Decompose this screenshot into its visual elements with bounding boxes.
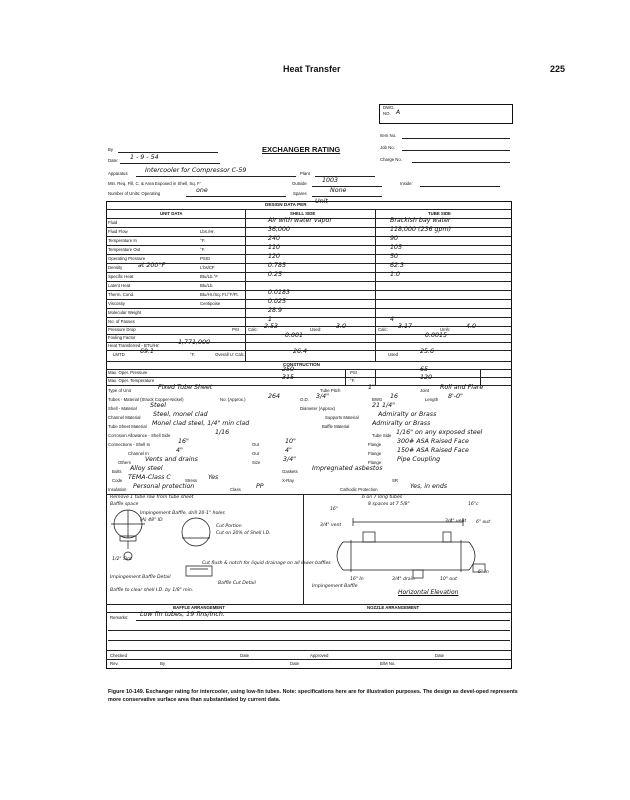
baffle-note-5: Cut Portion bbox=[216, 524, 242, 529]
supports-label: Supports Material bbox=[325, 415, 359, 420]
row-line-mp bbox=[106, 377, 511, 378]
design-row-shell-value: 110 bbox=[268, 244, 281, 251]
design-row-unit: PSIG bbox=[200, 256, 211, 261]
lmtd-value: 69.1 bbox=[140, 348, 155, 355]
design-row-line bbox=[106, 263, 511, 264]
design-row-line bbox=[106, 236, 511, 237]
max-press-label: Max. Oper. Pressure bbox=[108, 370, 148, 375]
channel-in-label: Channel In bbox=[128, 451, 149, 456]
date-value: 1 - 9 - 54 bbox=[130, 154, 159, 161]
design-row-unit: Btu/Lb. bbox=[200, 283, 214, 288]
od-label: O.D. bbox=[300, 397, 309, 402]
plant-label: Plant bbox=[300, 171, 310, 176]
signoff-mid-line bbox=[106, 659, 511, 660]
max-temp-label: Max. Oper. Temperature bbox=[108, 378, 155, 383]
fouling-tube: 0.0015 bbox=[425, 332, 448, 339]
max-press-shell: 250 bbox=[282, 366, 295, 373]
length-value: 8'-0" bbox=[448, 393, 463, 400]
tube-calc-value: 3.17 bbox=[398, 323, 413, 330]
design-row-shell-value: 240 bbox=[268, 235, 281, 242]
tubesheet-value: Monel clad steel, 1/4" min clad bbox=[152, 420, 250, 427]
design-header-line bbox=[106, 209, 511, 210]
caption-text: Exchanger rating for intercooler, using low-fin tubes. Note: specifications here are for illustration purposes. The design as devel-oped represents more conservative surface area than substantiated by current data. bbox=[108, 689, 518, 704]
nozzle-arrangement-label: NOZZLE ARRANGEMENT bbox=[367, 605, 420, 610]
baffle-mat-label: Baffle Material bbox=[322, 424, 350, 429]
charge-no-line bbox=[412, 162, 510, 163]
design-row-line bbox=[106, 281, 511, 282]
num-units-value: one bbox=[196, 187, 208, 194]
date-label-3: Date bbox=[290, 661, 300, 666]
conn-shell-out-label: Out bbox=[252, 442, 259, 447]
approved-label: Approved bbox=[310, 653, 329, 658]
design-row-tube-value: Brackish bay water bbox=[390, 217, 451, 224]
xray-label: X-Ray bbox=[282, 478, 294, 483]
by-label-2: By bbox=[160, 661, 166, 666]
design-row-unit: °F. bbox=[200, 238, 206, 243]
design-row-label: Density bbox=[108, 265, 123, 270]
row-line-pd bbox=[106, 334, 511, 335]
code-label: Code bbox=[112, 478, 123, 483]
book-title: Heat Transfer bbox=[283, 64, 341, 74]
pressure-drop-unit: PSI bbox=[232, 327, 239, 332]
channel-out-label: Out bbox=[252, 451, 259, 456]
max-temp-unit: °F. bbox=[350, 378, 356, 383]
design-row-unit: Btu/Lb.°F bbox=[200, 274, 218, 279]
design-row-label: Temperature In bbox=[108, 238, 137, 243]
by-label: By bbox=[108, 147, 114, 152]
design-row-line bbox=[106, 245, 511, 246]
design-row-line bbox=[106, 290, 511, 291]
design-row-label: Fluid bbox=[108, 220, 118, 225]
row-line-ff bbox=[106, 342, 511, 343]
joint-value: Roll and Flare bbox=[440, 384, 484, 391]
baffle-note-3: Impingement Baffle, drill 20-1" holes bbox=[140, 511, 225, 516]
fouling-label: Fouling Factor bbox=[108, 335, 136, 340]
design-row-shell-value: 0.0183 bbox=[268, 289, 291, 296]
shell-material-label: Shell - Material bbox=[108, 406, 137, 411]
row-line-heat bbox=[106, 350, 511, 351]
date-label-2: Date bbox=[435, 653, 445, 658]
signoff-top-line bbox=[106, 650, 511, 651]
charge-no-label: Charge No. bbox=[380, 157, 402, 162]
size-value: 3/4" bbox=[283, 456, 297, 463]
job-no-label: Job No. bbox=[380, 145, 395, 150]
used-u-label: Used bbox=[388, 352, 399, 357]
construction-divider-3 bbox=[480, 369, 481, 385]
dwg-label: DWG. bbox=[383, 105, 395, 110]
stress-label: Stress bbox=[185, 478, 198, 483]
baffle-note-6: Cut on 20% of Shell I.D. bbox=[216, 531, 271, 536]
item-no-label: Item No. bbox=[380, 133, 397, 138]
gaskets-label: Gaskets bbox=[282, 469, 298, 474]
rev-label: Rev. bbox=[110, 661, 119, 666]
insulation-value: Personal protection bbox=[133, 483, 195, 490]
design-row-shell-value: 120 bbox=[268, 253, 281, 260]
channel-value: Steel, monel clad bbox=[153, 411, 208, 418]
shell-calc-label: Calc: bbox=[248, 327, 258, 332]
col-shell-side: SHELL SIDE bbox=[290, 211, 316, 216]
class-label: Class bbox=[230, 487, 241, 492]
od-value: 3/4" bbox=[316, 393, 330, 400]
design-row-unit: °F. bbox=[200, 247, 206, 252]
design-row-shell-value: 1 bbox=[268, 316, 273, 323]
date-label: Date: bbox=[108, 158, 119, 163]
fouling-shell: 0.001 bbox=[285, 332, 304, 339]
design-row-shell-value: 36,000 bbox=[268, 226, 291, 233]
stress-value: Yes bbox=[208, 474, 219, 481]
col-divider-1 bbox=[245, 209, 246, 362]
design-row-label: No. of Passes bbox=[108, 319, 135, 324]
design-row-unit: Centipoise bbox=[200, 301, 221, 306]
design-row-label: Temperature Out bbox=[108, 247, 141, 252]
tubes-no-value: 264 bbox=[268, 393, 281, 400]
flange-2-label: Flange bbox=[368, 451, 382, 456]
design-row-tube-value: 118,000 (236 gpm) bbox=[390, 226, 452, 233]
shell-material-value: Steel bbox=[150, 402, 166, 409]
design-row-unit: L'bs/CF bbox=[200, 265, 215, 270]
flange-1-value: 300# ASA Raised Face bbox=[397, 438, 469, 445]
nozzle-note-5: 3/4" vent bbox=[320, 523, 342, 528]
baffle-note-10: Cut flush & notch for liquid drainage on all lower baffles bbox=[202, 561, 331, 566]
design-row-line bbox=[106, 272, 511, 273]
nozzle-note-4: 16"c bbox=[468, 502, 479, 507]
checked-label: Checked bbox=[110, 653, 127, 658]
supports-value: Admiralty or Brass bbox=[378, 411, 437, 418]
tube-used-value: 4.0 bbox=[466, 323, 477, 330]
spares-line bbox=[312, 196, 382, 197]
apparatus-value: Intercooler for Compressor C-59 bbox=[145, 167, 247, 174]
baffle-mat-value: Admiralty or Brass bbox=[372, 420, 431, 427]
design-row-unit: Btu/Hr./Sq. Ft./°F/Ft. bbox=[200, 292, 239, 297]
figure-caption bbox=[108, 688, 523, 704]
construction-divider-1 bbox=[345, 369, 346, 385]
channel-in-value: 4" bbox=[176, 447, 183, 454]
flange-2-value: 150# ASA Raised Face bbox=[397, 447, 469, 454]
baffle-note-8: Impingement Baffle Detail bbox=[110, 575, 171, 580]
tubesheet-label: Tube Sheet Material bbox=[108, 424, 147, 429]
design-row-line bbox=[106, 326, 511, 327]
nozzle-note-10: 10" out bbox=[440, 577, 457, 582]
insulation-label: Insulation bbox=[108, 487, 127, 492]
others-label: Others bbox=[118, 460, 131, 465]
tubeside-label: Tube Side bbox=[372, 433, 392, 438]
apparatus-label: Apparatus bbox=[108, 171, 128, 176]
nozzle-note-13: Horizontal Elevation bbox=[398, 589, 459, 596]
baffle-cut-circle bbox=[182, 518, 210, 546]
num-units-line bbox=[186, 196, 286, 197]
bm-no-label: B/M No. bbox=[380, 661, 396, 666]
flange-1-label: Flange bbox=[368, 442, 382, 447]
nozzle-note-11: 6" In bbox=[478, 570, 489, 575]
diameter-value: 21 1/4" bbox=[372, 402, 396, 409]
design-row-unit: Lbs./Hr. bbox=[200, 229, 215, 234]
sr-label: SR bbox=[392, 478, 398, 483]
design-row-handnote: at 200°F bbox=[138, 262, 166, 269]
baffle-note-7: 1/2" Slot bbox=[112, 557, 132, 562]
bolts-value: Alloy steel bbox=[130, 465, 163, 472]
sketch-bottom-line bbox=[106, 604, 511, 605]
inside-line bbox=[420, 186, 500, 187]
design-row-shell-value: 28.9 bbox=[268, 307, 283, 314]
nozzle-note-12: Impingement Baffle bbox=[312, 584, 358, 589]
design-row-label: Molecular Weight bbox=[108, 310, 142, 315]
tubeside-value: 1/16" on any exposed steel bbox=[396, 429, 483, 436]
remarks-line-1 bbox=[136, 620, 510, 621]
nozzle-note-2: 8 spaces at 7 5/8" bbox=[368, 502, 410, 507]
tubes-label: Tubes - Material (Struck Copper-Nickel) bbox=[108, 397, 184, 402]
conn-shell-in: 16" bbox=[178, 438, 189, 445]
remarks-line-3 bbox=[108, 640, 510, 641]
shell-calc-value: 2.53 bbox=[264, 323, 279, 330]
nozzle-note-9: 3/4" drain bbox=[392, 577, 415, 582]
design-row-label: Latent Heat bbox=[108, 283, 131, 288]
tube-used-label: Umh: bbox=[440, 327, 451, 332]
baffle-note-1: Remove 1 tube row from tube sheet bbox=[110, 495, 194, 500]
baffle-arrangement-label: BAFFLE ARRANGEMENT bbox=[173, 605, 225, 610]
col-divider-2 bbox=[375, 209, 376, 362]
date-line bbox=[120, 163, 220, 164]
corrosion-value: 1/16 bbox=[215, 429, 230, 436]
construction-divider-2 bbox=[375, 369, 376, 385]
construction-header-line bbox=[106, 369, 511, 370]
max-press-unit: PSI bbox=[350, 370, 357, 375]
design-row-line bbox=[106, 299, 511, 300]
item-no-line bbox=[402, 138, 510, 139]
cathodic-value: Yes, in ends bbox=[410, 483, 448, 490]
num-units-label: Number of Units: Operating bbox=[108, 191, 161, 196]
baffle-note-11: Baffle Cut Detail bbox=[218, 581, 256, 586]
nozzle-note-3: 16" bbox=[330, 507, 338, 512]
flange-3-label: Flange bbox=[368, 460, 382, 465]
nozzle-note-7: 6" out bbox=[476, 520, 491, 525]
lmtd-label: LMTD bbox=[113, 352, 125, 357]
conn-shell-label: Connections - Shell In bbox=[108, 442, 151, 447]
design-row-label: Fluid Flow bbox=[108, 229, 128, 234]
spares-label: Spares bbox=[293, 191, 307, 196]
caption-label: Figure 10-149. bbox=[108, 689, 145, 695]
design-row-label: Operating Pressure bbox=[108, 256, 146, 261]
flange-3-value: Pipe Coupling bbox=[397, 456, 441, 463]
design-row-tube-value: 62.3 bbox=[390, 262, 405, 269]
design-row-label: Viscosity bbox=[108, 301, 125, 306]
length-label: Length bbox=[425, 397, 439, 402]
construction-title: CONSTRUCTION bbox=[283, 362, 321, 367]
design-row-tube-value: 90 bbox=[390, 235, 399, 242]
cathodic-label: Cathodic Protection bbox=[340, 487, 378, 492]
design-row-label: Specific Heat bbox=[108, 274, 134, 279]
design-row-shell-value: 0.785 bbox=[268, 262, 287, 269]
form-title: EXCHANGER RATING bbox=[262, 145, 341, 154]
design-row-line bbox=[106, 254, 511, 255]
corrosion-label: Corrosion Allowance - Shell Side bbox=[108, 433, 171, 438]
design-data-title: DESIGN DATA PER bbox=[265, 202, 307, 207]
size-label: Size bbox=[252, 460, 261, 465]
diameter-label: Diameter (Approx) bbox=[300, 406, 336, 411]
pressure-drop-label: Pressure Drop bbox=[108, 327, 136, 332]
joint-label: Joint bbox=[420, 388, 430, 393]
heat-label: Heat Transferred - BTU/Hr: bbox=[108, 343, 160, 348]
page-number: 225 bbox=[550, 64, 566, 74]
gaskets-value: Impregnated asbestos bbox=[312, 465, 383, 472]
remarks-line-2 bbox=[108, 630, 510, 631]
nozzle-note-6: 3/4" vent bbox=[445, 519, 467, 524]
col-unit-data: UNIT DATA bbox=[160, 211, 183, 216]
design-row-line bbox=[106, 308, 511, 309]
design-row-tube-value: 1.0 bbox=[390, 271, 401, 278]
max-temp-shell: 315 bbox=[282, 374, 295, 381]
design-row-tube-value: 105 bbox=[390, 244, 403, 251]
spares-value: None bbox=[330, 187, 347, 194]
nozzle-note-1: 6 on 7 long tubes bbox=[362, 495, 403, 500]
others-value: Vents and drains bbox=[145, 456, 198, 463]
shell-used-label: Used: bbox=[310, 327, 322, 332]
class-value: PP bbox=[256, 483, 264, 490]
design-row-shell-value: Air with water vapor bbox=[268, 217, 332, 224]
type-label: Type of Unit bbox=[108, 388, 131, 393]
min-req-label: Min. Req. Fill, C. & Area Exposed in Shell, Sq. F' bbox=[108, 181, 201, 186]
remarks-label: Remarks: bbox=[110, 615, 129, 620]
channel-out-value: 4" bbox=[285, 447, 292, 454]
type-value: Fixed Tube Sheet bbox=[158, 384, 213, 391]
outside-value: 1003 bbox=[322, 177, 339, 184]
channel-label: Channel Material bbox=[108, 415, 141, 420]
baffle-note-4: (A) 48" ID bbox=[140, 518, 163, 523]
dwg-value: A bbox=[396, 109, 401, 116]
overall-u-value: 26.4 bbox=[293, 348, 308, 355]
design-row-shell-value: 0.025 bbox=[268, 298, 287, 305]
shell-used-value: 3.0 bbox=[336, 323, 347, 330]
max-temp-tube: 120 bbox=[420, 374, 433, 381]
tube-calc-label: Calc: bbox=[378, 327, 388, 332]
design-row-tube-value: 4 bbox=[390, 316, 395, 323]
baffle-note-9: Baffle to clear shell I.D. by 1/8" min. bbox=[110, 588, 194, 593]
design-row-shell-value: 0.25 bbox=[268, 271, 283, 278]
job-no-line bbox=[402, 150, 510, 151]
remarks-value: Low fin tubes, 19 fins/inch. bbox=[140, 611, 225, 618]
bwg-value: 16 bbox=[390, 393, 399, 400]
conn-shell-out: 10" bbox=[285, 438, 296, 445]
design-row-label: Therm. Cond. bbox=[108, 292, 135, 297]
design-row-tube-value: 50 bbox=[390, 253, 399, 260]
col-tube-side: TUBE SIDE bbox=[428, 211, 451, 216]
lmtd-unit: °F. bbox=[190, 352, 196, 357]
design-data-title-value: Unit bbox=[315, 198, 328, 205]
overall-u-label: Overall U: Calc. bbox=[215, 352, 246, 357]
used-u-value: 25.6 bbox=[420, 348, 435, 355]
outside-line bbox=[312, 186, 382, 187]
baffle-note-2: Baffle space bbox=[110, 502, 139, 507]
tubes-no-label: No. (Approx.) bbox=[220, 397, 246, 402]
dwg-no-label: NO. bbox=[383, 111, 391, 116]
pitch-value: 1" bbox=[368, 384, 375, 391]
pitch-label: Tube Pitch bbox=[320, 388, 341, 393]
outside-label: Outside bbox=[292, 181, 307, 186]
by-line bbox=[118, 152, 218, 153]
apparatus-line bbox=[136, 176, 296, 177]
bwg-label: BWG bbox=[372, 397, 383, 402]
heat-value: 1,771,000 bbox=[178, 339, 211, 346]
nozzle-note-8: 16" In bbox=[350, 577, 364, 582]
design-row-line bbox=[106, 317, 511, 318]
code-value: TEMA-Class C bbox=[128, 474, 171, 481]
date-label-1: Date bbox=[240, 653, 250, 658]
bolts-label: Bolts bbox=[112, 469, 122, 474]
inside-label: Inside: bbox=[400, 181, 413, 186]
max-press-tube: 65 bbox=[420, 366, 429, 373]
